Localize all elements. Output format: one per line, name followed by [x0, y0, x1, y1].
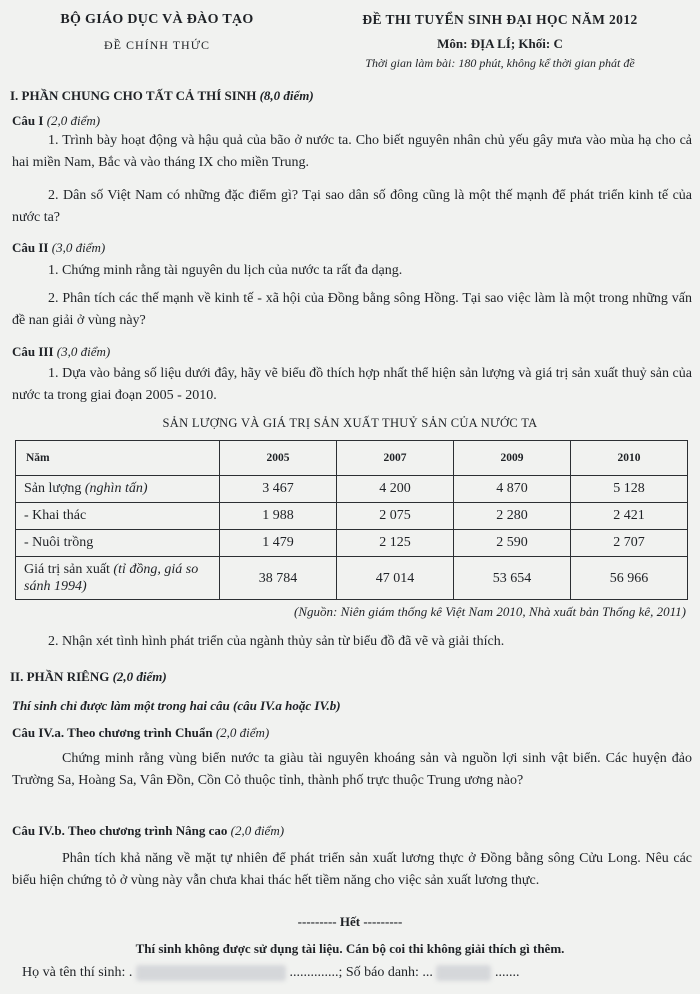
q4a-title: Câu IV.a. Theo chương trình Chuẩn: [12, 725, 213, 740]
table-cell: 38 784: [220, 557, 337, 600]
table-cell: 2 421: [571, 503, 688, 530]
candidate-id-label: ; Số báo danh: ...: [338, 965, 433, 980]
part2-instruction: Thí sinh chỉ được làm một trong hai câu (câu IV.a hoặc IV.b): [12, 698, 341, 713]
row-label: Giá trị sản xuất (tỉ đồng, giá so sánh 1994): [16, 557, 220, 600]
question-2-heading: [0, 240, 700, 256]
q3-part1: 1. Dựa vào bảng số liệu dưới đây, hãy vẽ biểu đồ thích hợp nhất thể hiện sản lượng và giá trị sản xuất thuỷ sản của nước ta trong giai đoạn 2005 - 2010.: [12, 366, 692, 403]
time-note: Thời gian làm bài: 180 phút, không kể thời gian phát đề: [365, 56, 635, 70]
header-cell: 2010: [571, 441, 688, 476]
id-dots: .......: [494, 965, 520, 980]
q3-title: Câu III: [12, 344, 54, 359]
part1-title: I. PHẦN CHUNG CHO TẤT CẢ THÍ SINH: [10, 88, 257, 103]
table-header-row: [16, 441, 688, 476]
candidate-name-label: Họ và tên thí sinh: .: [22, 965, 133, 980]
table-cell: 2 280: [454, 503, 571, 530]
table-cell: 2 707: [571, 530, 688, 557]
table-row: [16, 530, 688, 557]
table-cell: 47 014: [337, 557, 454, 600]
table-cell: 1 479: [220, 530, 337, 557]
q4b-points: (2,0 điểm): [230, 823, 285, 838]
end-mark: --------- Hết ---------: [297, 914, 403, 929]
official-label: ĐỀ CHÍNH THỨC: [103, 38, 211, 52]
name-dots: ..............: [289, 965, 339, 980]
part1-heading: [0, 88, 700, 104]
q1-points: (2,0 điểm): [46, 113, 101, 128]
ministry-name: BỘ GIÁO DỤC VÀ ĐÀO TẠO: [60, 12, 254, 27]
table-source: (Nguồn: Niên giám thống kê Việt Nam 2010, Nhà xuất bản Thống kê, 2011): [294, 604, 686, 619]
header-right: [300, 12, 700, 71]
fisheries-table: [15, 440, 688, 600]
question-1-heading: [0, 113, 700, 129]
q3-part2: 2. Nhận xét tình hình phát triển của ngành thủy sản từ biểu đồ đã vẽ và giải thích.: [48, 634, 505, 649]
q2-part1: 1. Chứng minh rằng tài nguyên du lịch của nước ta rất đa dạng.: [48, 263, 403, 278]
q2-part2: 2. Phân tích các thế mạnh về kinh tế - xã hội của Đồng bằng sông Hồng. Tại sao việc làm là một trong những vấn đề nan giải ở vùng này?: [12, 291, 692, 328]
header-cell: 2009: [454, 441, 571, 476]
subject-line: Môn: ĐỊA LÍ; Khối: C: [437, 36, 563, 51]
header-cell: Năm: [16, 441, 220, 476]
question-3-heading: [0, 344, 700, 360]
q2-points: (3,0 điểm): [51, 240, 106, 255]
q3-points: (3,0 điểm): [56, 344, 111, 359]
q1-part2: 2. Dân số Việt Nam có những đặc điểm gì? Tại sao dân số đông cũng là một thế mạnh để phát triển kinh tế của nước ta?: [12, 188, 692, 225]
q4a-body: Chứng minh rằng vùng biển nước ta giàu tài nguyên khoáng sản và nguồn lợi sinh vật biển. Các huyện đảo Trường Sa, Hoàng Sa, Vân Đồn, Cồn Cỏ thuộc tỉnh, thành phố trực thuộc Trung ương nào?: [12, 751, 692, 788]
table-cell: 3 467: [220, 476, 337, 503]
exam-title: ĐỀ THI TUYỂN SINH ĐẠI HỌC NĂM 2012: [362, 12, 638, 27]
q4b-body: Phân tích khả năng về mặt tự nhiên để phát triển sản xuất lương thực ở Đồng bằng sông Cửu Long. Nêu các biểu hiện chứng tỏ ở vùng này vẫn chưa khai thác hết tiềm năng cho việc sản xuất lương thực.: [12, 851, 692, 888]
table-row: [16, 557, 688, 600]
row-label: - Khai thác: [16, 503, 220, 530]
redacted-name: [136, 965, 286, 981]
header-cell: 2005: [220, 441, 337, 476]
table-cell: 2 125: [337, 530, 454, 557]
table-cell: 5 128: [571, 476, 688, 503]
row-label: - Nuôi trồng: [16, 530, 220, 557]
table-cell: 53 654: [454, 557, 571, 600]
q1-title: Câu I: [12, 113, 44, 128]
part1-points: (8,0 điểm): [259, 88, 314, 103]
q2-title: Câu II: [12, 240, 49, 255]
exam-notice: Thí sinh không được sử dụng tài liệu. Cán bộ coi thi không giải thích gì thêm.: [135, 941, 565, 956]
table-title: SẢN LƯỢNG VÀ GIÁ TRỊ SẢN XUẤT THUỶ SẢN CỦA NƯỚC TA: [162, 416, 538, 430]
part2-title: II. PHẦN RIÊNG: [10, 669, 110, 684]
q4a-points: (2,0 điểm): [215, 725, 270, 740]
q1-part1: 1. Trình bày hoạt động và hậu quả của bão ở nước ta. Cho biết nguyên nhân chủ yếu gây mưa vào mùa hạ cho cả hai miền Nam, Bắc và vào tháng IX cho miền Trung.: [12, 133, 692, 170]
part2-points: (2,0 điểm): [112, 669, 167, 684]
table-row: [16, 476, 688, 503]
q4b-title: Câu IV.b. Theo chương trình Nâng cao: [12, 823, 228, 838]
table-cell: 4 870: [454, 476, 571, 503]
row-label: Sản lượng (nghìn tấn): [16, 476, 220, 503]
table-cell: 2 590: [454, 530, 571, 557]
question-4b-heading: [0, 823, 700, 839]
table-cell: 1 988: [220, 503, 337, 530]
redacted-id: [436, 965, 491, 981]
table-cell: 2 075: [337, 503, 454, 530]
table-cell: 4 200: [337, 476, 454, 503]
header-cell: 2007: [337, 441, 454, 476]
table-row: [16, 503, 688, 530]
part2-heading: [0, 669, 700, 685]
header-left: [22, 12, 292, 53]
question-4a-heading: [0, 725, 700, 741]
table-cell: 56 966: [571, 557, 688, 600]
candidate-footer: [0, 965, 700, 981]
